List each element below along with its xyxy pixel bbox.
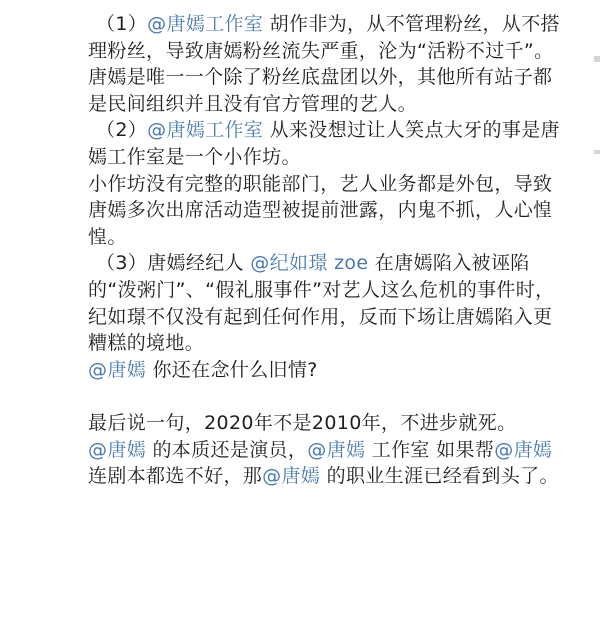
point-2-text: 从来没想过让人笑点大牙的事是唐嫣工作室是一个小作坊。	[88, 119, 560, 168]
paragraph-fan-sites	[88, 64, 570, 117]
mention-tangyan[interactable]: @唐嫣	[307, 438, 366, 461]
conclusion-text-1: 的本质还是演员，	[146, 438, 308, 461]
point-3-text: 在唐嫣陷入被诬陷的“泼粥门”、“假礼服事件”对艺人这么危机的事件时，纪如璟不仅没有起到任何作用，反而下场让唐嫣陷入更糟糕的境地。	[88, 252, 555, 355]
fan-sites-text: 唐嫣是唯一一个除了粉丝底盘团以外，其他所有站子都是民间组织并且没有官方管理的艺人。	[88, 66, 553, 115]
paragraph-small-workshop	[88, 171, 570, 251]
paragraph-last-words	[88, 410, 570, 437]
conclusion-text-2: 工作室 如果帮	[365, 438, 495, 461]
paragraph-conclusion	[88, 437, 570, 490]
blank-line	[88, 383, 570, 410]
point-3-number: （3）唐嫣经纪人	[96, 252, 251, 275]
point-1-text: 胡作非为，从不管理粉丝，从不搭理粉丝，导致唐嫣粉丝流失严重，沦为“活粉不过千”。	[88, 13, 560, 62]
mention-tangyan[interactable]: @唐嫣	[494, 438, 553, 461]
point-1-number: （1）	[96, 13, 148, 35]
question-text: 你还在念什么旧情?	[146, 358, 318, 381]
edge-artifact	[594, 150, 600, 154]
mention-tangyan[interactable]: @唐嫣	[88, 438, 147, 461]
mention-tangyan-studio[interactable]: @唐嫣工作室	[147, 119, 264, 142]
mention-ji-rujing[interactable]: @纪如璟 zoe	[250, 252, 369, 275]
paragraph-point-3	[88, 250, 570, 356]
paragraph-point-2	[88, 117, 570, 170]
small-workshop-text: 小作坊没有完整的职能部门，艺人业务都是外包，导致唐嫣多次出席活动造型被提前泄露，内鬼不抓，人心惶惶。	[88, 172, 553, 248]
mention-tangyan[interactable]: @唐嫣	[88, 358, 147, 381]
conclusion-text-3: 连剧本都选不好，那	[88, 465, 263, 488]
edge-artifact	[594, 56, 600, 62]
point-2-number: （2）	[96, 119, 148, 142]
last-words-text: 最后说一句，2020年不是2010年，不进步就死。	[88, 411, 517, 434]
conclusion-text-4: 的职业生涯已经看到头了。	[320, 465, 559, 488]
mention-tangyan-studio[interactable]: @唐嫣工作室	[147, 13, 264, 35]
mention-tangyan[interactable]: @唐嫣	[262, 465, 321, 488]
paragraph-question	[88, 357, 570, 384]
paragraph-point-1	[88, 11, 570, 64]
